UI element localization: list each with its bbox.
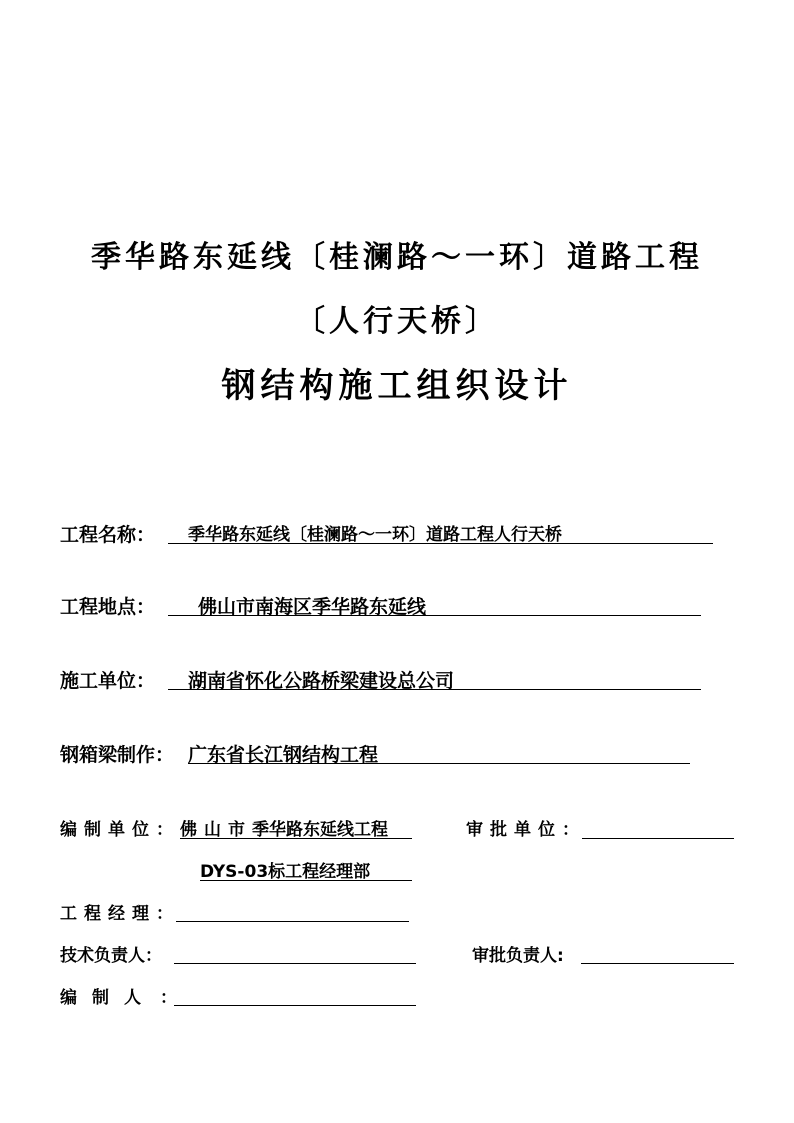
- compile-unit-value-line2: DYS-03标工程经理部: [200, 862, 371, 882]
- compiler-blank: [174, 1004, 416, 1006]
- compile-unit-value-project: 季华路东延线工程: [252, 820, 388, 840]
- construction-unit-label: 施工单位：: [60, 670, 156, 692]
- project-manager-label: 工程经理：: [60, 904, 180, 924]
- approval-unit-blank: [582, 837, 734, 839]
- project-name-label: 工程名称：: [60, 524, 156, 546]
- compile-unit-label: 编制单位：: [60, 820, 180, 840]
- compile-unit-underline-2: [200, 879, 412, 881]
- steel-box-girder-label: 钢箱梁制作：: [60, 744, 175, 766]
- document-title-main: 钢结构施工组织设计: [221, 366, 573, 406]
- tech-lead-label: 技术负责人：: [60, 946, 162, 966]
- approval-lead-label: 审批负责人:: [472, 946, 564, 966]
- compile-unit-underline: [180, 837, 412, 839]
- document-title-line-2: 〔人行天桥〕: [295, 304, 499, 339]
- tech-lead-blank: [174, 962, 416, 964]
- project-name-value: 季华路东延线〔桂澜路～一环〕道路工程人行天桥: [168, 520, 713, 544]
- project-location-label: 工程地点：: [60, 596, 156, 618]
- compiler-colon: ：: [160, 988, 177, 1008]
- approval-unit-label: 审批单位：: [466, 820, 586, 840]
- approval-lead-blank: [581, 962, 734, 964]
- document-title-line-1: 季华路东延线〔桂澜路～一环〕道路工程: [91, 240, 703, 275]
- project-location-value: 佛山市南海区季华路东延线: [168, 592, 701, 616]
- construction-unit-value: 湖南省怀化公路桥梁建设总公司: [168, 666, 701, 690]
- steel-box-girder-value: 广东省长江钢结构工程: [188, 740, 690, 764]
- project-manager-blank: [176, 920, 409, 922]
- compiler-label: 编制人: [60, 988, 156, 1008]
- compile-unit-value-city: 佛山市: [180, 820, 252, 840]
